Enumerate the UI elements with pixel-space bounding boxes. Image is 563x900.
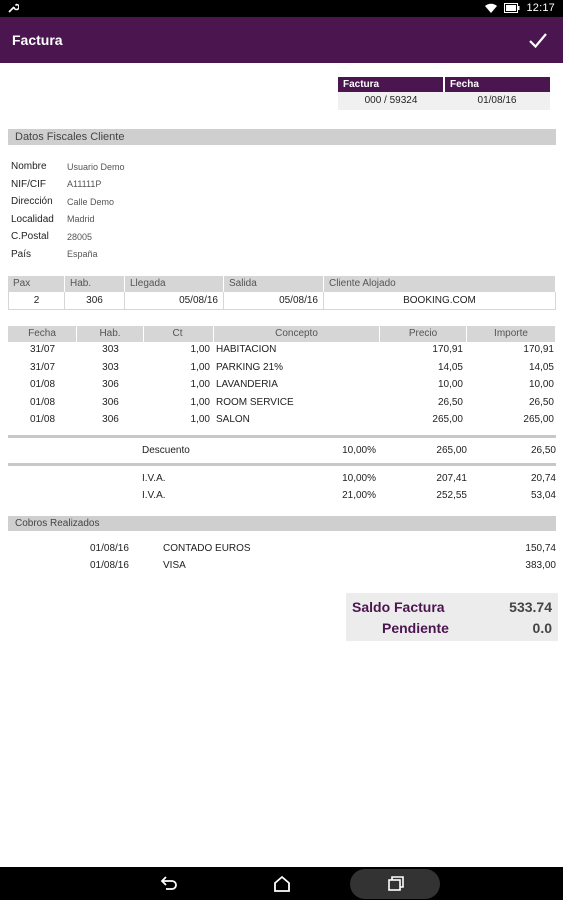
check-icon[interactable] [527, 29, 549, 51]
saldo-value: 533.74 [509, 598, 552, 615]
stay-cliente: BOOKING.COM [324, 292, 556, 310]
tax-row [8, 487, 556, 503]
item-fecha: 31/07 [29, 344, 56, 355]
totals-box [346, 593, 558, 641]
fiscal-value: España [67, 249, 98, 260]
item-importe: 10,00 [528, 379, 554, 390]
tax-base: 252,55 [436, 489, 467, 501]
items-header-importe: Importe [467, 326, 556, 342]
discount-row [8, 442, 556, 458]
item-precio: 26,50 [437, 396, 463, 408]
item-concepto: LAVANDERIA [216, 379, 278, 390]
fiscal-row [11, 228, 125, 246]
table-row [8, 395, 556, 413]
fiscal-section-header: Datos Fiscales Cliente [8, 129, 556, 145]
fiscal-row [11, 211, 125, 229]
item-fecha: 01/08 [29, 396, 56, 408]
recent-apps-icon[interactable] [384, 873, 406, 895]
item-fecha: 31/07 [29, 361, 56, 373]
fiscal-row [11, 193, 125, 211]
back-icon[interactable] [157, 873, 179, 895]
app-bar [0, 17, 563, 63]
tax-row [8, 470, 556, 486]
table-row [8, 412, 556, 430]
payments-section-header: Cobros Realizados [8, 516, 556, 531]
item-hab: 306 [102, 414, 119, 425]
invoice-date: 01/08/16 [477, 95, 517, 106]
tax-base: 207,41 [436, 472, 467, 484]
payment-amount: 150,74 [525, 543, 556, 554]
item-ct: 1,00 [190, 379, 210, 390]
table-row [8, 360, 556, 378]
item-hab: 306 [102, 396, 119, 408]
items-header-fecha: Fecha [8, 326, 77, 342]
item-concepto: SALON [216, 414, 250, 425]
item-ct: 1,00 [190, 396, 210, 408]
wrench-icon [7, 2, 19, 14]
fiscal-label: C.Postal [11, 231, 49, 243]
fiscal-value: 28005 [67, 231, 93, 242]
fiscal-label: Dirección [11, 196, 53, 208]
list-item [8, 560, 556, 577]
stay-hab: 306 [65, 292, 125, 310]
discount-amount: 26,50 [530, 444, 556, 456]
items-header-hab: Hab. [77, 326, 144, 342]
payment-desc: CONTADO EUROS [163, 543, 251, 554]
fiscal-label: Localidad [11, 213, 54, 225]
table-row [8, 292, 556, 310]
item-fecha: 01/08 [29, 414, 56, 425]
item-precio: 170,91 [432, 344, 463, 355]
tax-amount: 20,74 [530, 472, 556, 484]
saldo-label: Saldo Factura [352, 598, 445, 615]
item-ct: 1,00 [190, 344, 210, 355]
table-row [8, 342, 556, 360]
wifi-icon [484, 3, 498, 14]
stay-header-pax: Pax [8, 276, 65, 292]
fiscal-label: País [11, 248, 32, 260]
item-concepto: ROOM SERVICE [216, 396, 294, 408]
item-ct: 1,00 [190, 414, 210, 425]
pendiente-label: Pendiente [382, 619, 449, 636]
item-hab: 306 [102, 379, 119, 390]
payment-desc: VISA [163, 560, 186, 571]
item-hab: 303 [102, 361, 119, 373]
fiscal-details [11, 158, 125, 263]
invoice-content [0, 63, 563, 867]
item-concepto: HABITACION [216, 344, 277, 355]
items-header-concepto: Concepto [214, 326, 380, 342]
discount-base: 265,00 [436, 444, 467, 456]
item-fecha: 01/08 [29, 379, 56, 390]
items-header-precio: Precio [380, 326, 467, 342]
pendiente-value: 0.0 [532, 619, 552, 636]
invoice-date-header: Fecha [445, 77, 550, 92]
items-table [8, 326, 556, 430]
item-importe: 265,00 [523, 414, 554, 425]
item-importe: 26,50 [528, 396, 554, 408]
invoice-number-header: Factura [338, 77, 443, 92]
invoice-number: 000 / 59324 [364, 95, 418, 106]
invoice-header-box [338, 77, 550, 110]
tax-label: I.V.A. [142, 489, 166, 501]
stay-llegada: 05/08/16 [125, 292, 224, 310]
tax-pct: 10,00% [342, 472, 376, 484]
table-row [8, 377, 556, 395]
battery-icon [504, 3, 520, 13]
payment-date: 01/08/16 [90, 543, 129, 554]
fiscal-label: Nombre [11, 161, 47, 173]
fiscal-value: Madrid [67, 214, 95, 225]
item-importe: 14,05 [528, 361, 554, 373]
tax-pct: 21,00% [342, 489, 376, 501]
fiscal-value: A11111P [67, 179, 102, 190]
home-icon[interactable] [271, 873, 293, 895]
navigation-bar [0, 867, 563, 900]
item-precio: 10,00 [437, 379, 463, 390]
stay-pax: 2 [9, 292, 65, 310]
tax-amount: 53,04 [530, 489, 556, 501]
discount-pct: 10,00% [342, 444, 376, 456]
status-clock: 12:17 [526, 2, 555, 14]
stay-header-cliente: Cliente Alojado [324, 276, 556, 292]
fiscal-row [11, 176, 125, 194]
fiscal-label: NIF/CIF [11, 178, 46, 190]
item-precio: 265,00 [432, 414, 463, 425]
payment-amount: 383,00 [525, 560, 556, 571]
fiscal-value: Calle Demo [67, 196, 115, 207]
tax-label: I.V.A. [142, 472, 166, 484]
status-bar [0, 0, 563, 17]
item-importe: 170,91 [523, 344, 554, 355]
list-item [8, 543, 556, 560]
fiscal-value: Usuario Demo [67, 161, 125, 172]
stay-table [8, 276, 556, 310]
item-concepto: PARKING 21% [216, 361, 284, 373]
item-ct: 1,00 [190, 361, 210, 373]
divider [8, 435, 556, 438]
stay-header-llegada: Llegada [125, 276, 224, 292]
items-header-ct: Ct [144, 326, 214, 342]
stay-header-salida: Salida [224, 276, 324, 292]
stay-salida: 05/08/16 [224, 292, 324, 310]
page-title: Factura [12, 32, 63, 48]
item-hab: 303 [102, 344, 119, 355]
divider [8, 463, 556, 466]
stay-header-hab: Hab. [65, 276, 125, 292]
payment-date: 01/08/16 [90, 560, 129, 571]
item-precio: 14,05 [437, 361, 463, 373]
fiscal-row [11, 158, 125, 176]
discount-label: Descuento [142, 444, 190, 456]
fiscal-row [11, 246, 125, 264]
